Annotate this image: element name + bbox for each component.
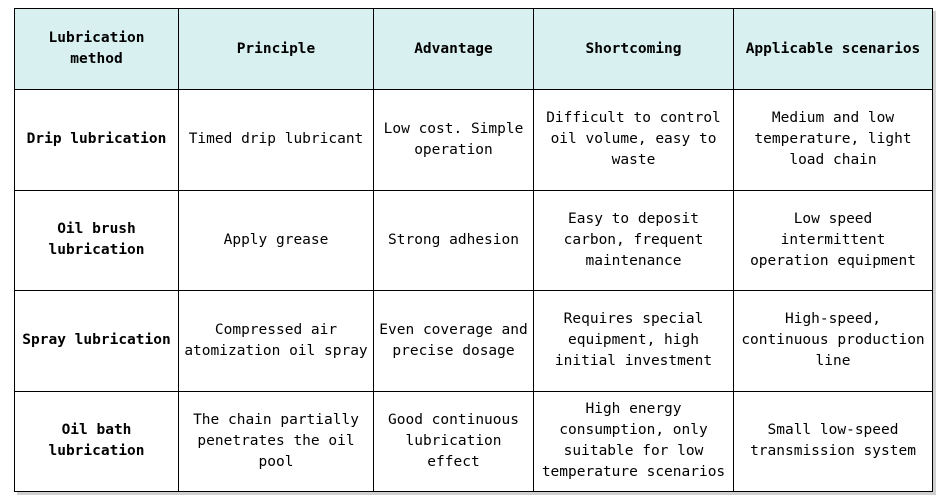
method-cell: Drip lubrication: [15, 90, 179, 191]
scenarios-cell: High-speed, continuous production line: [734, 291, 933, 392]
scenarios-cell: Low speed intermittent operation equipment: [734, 190, 933, 291]
shortcoming-cell: Difficult to control oil volume, easy to waste: [534, 90, 734, 191]
advantage-cell: Strong adhesion: [374, 190, 534, 291]
lubrication-methods-table: [14, 8, 933, 492]
shortcoming-cell: High energy consumption, only suitable for low temperature scenarios: [534, 391, 734, 492]
scenarios-cell: Medium and low temperature, light load chain: [734, 90, 933, 191]
advantage-cell: Good continuous lubrication effect: [374, 391, 534, 492]
method-cell: Oil brush lubrication: [15, 190, 179, 291]
advantage-cell: Low cost. Simple operation: [374, 90, 534, 191]
header-shortcoming: Shortcoming: [534, 9, 734, 90]
advantage-cell: Even coverage and precise dosage: [374, 291, 534, 392]
table-row: [15, 190, 933, 291]
principle-cell: Compressed air atomization oil spray: [179, 291, 374, 392]
shortcoming-cell: Requires special equipment, high initial investment: [534, 291, 734, 392]
table-header-row: [15, 9, 933, 90]
principle-cell: Apply grease: [179, 190, 374, 291]
header-advantage: Advantage: [374, 9, 534, 90]
principle-cell: The chain partially penetrates the oil pool: [179, 391, 374, 492]
shortcoming-cell: Easy to deposit carbon, frequent maintenance: [534, 190, 734, 291]
principle-cell: Timed drip lubricant: [179, 90, 374, 191]
header-applicable-scenarios: Applicable scenarios: [734, 9, 933, 90]
table-row: [15, 391, 933, 492]
table-row: [15, 291, 933, 392]
method-cell: Spray lubrication: [15, 291, 179, 392]
method-cell: Oil bath lubrication: [15, 391, 179, 492]
header-principle: Principle: [179, 9, 374, 90]
scenarios-cell: Small low-speed transmission system: [734, 391, 933, 492]
header-lubrication-method: Lubrication method: [15, 9, 179, 90]
table-row: [15, 90, 933, 191]
